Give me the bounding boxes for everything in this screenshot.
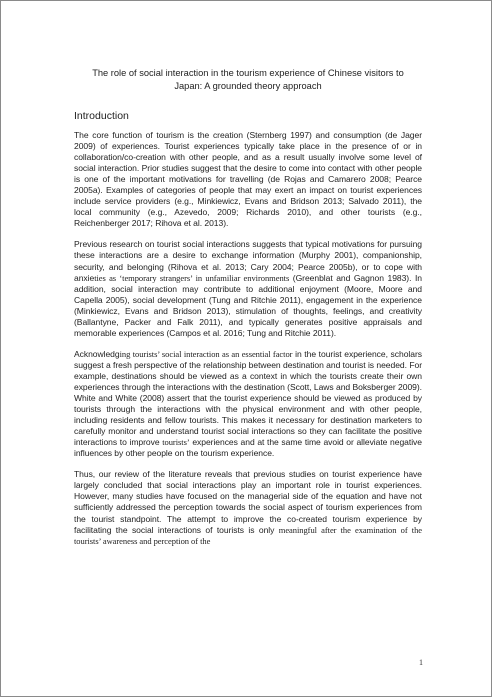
paragraph-text: Previous research on tourist social interactions suggests that typical motivations for pursuing these interactions are a desire to exchange information (Murphy 2001), companionship, security, and belonging (Rihova et al. 2013; Cary 2004; Pearce 2005b), or to cope with anxie (74, 239, 422, 283)
paragraph-text-serif: meaningful after the examination of the tourists’ awareness and perception of the (74, 524, 422, 546)
paragraph-text: Thus, our review of the literature reveals that previous studies on tourist experience have largely concluded that social interactions play an important role in tourist experiences. However, many studies have focused on the managerial side of the equation and have not sufficiently addressed the perception towards the social aspect of tourism experiences from the tourist standpoint. The attempt to improve the co-created tourism experience by facilitating the social interactions of tourists is only (74, 469, 422, 535)
paragraph-text-serif: ing tourists’ social interaction as an essential factor (119, 348, 293, 359)
paragraph-1 (74, 130, 422, 229)
page-number: 1 (419, 658, 423, 667)
paragraph-4 (74, 469, 422, 546)
page-content (74, 67, 422, 557)
paragraph-text: experiences and at the same time avoid or alleviate negative influences by other people on the tourism experience. (74, 437, 422, 459)
paragraph-text: in the tourist experience, scholars suggest a fresh perspective of the relationship between destination and tourist is needed. For example, destinations should be viewed as a context in which the tourists create their own experiences through the interactions with the destination (Scott, Laws and Boksberger 2009). White and White (2008) assert that the tourist experience should be viewed as produced by tourists through the interactions with the physical environment and with other people, including residents and fellow tourists. This makes it necessary for destination marketers to carefully monitor and understand tourist social interactions so they can facilitate the positive interactions to improve (74, 348, 422, 448)
paragraph-text-serif: tourists’ (162, 437, 190, 448)
paragraph-text: (Greenblat and Gagnon 1983). In addition, social interaction may contribute to additional enjoyment (Moore, Moore and Capella 2005), social development (Tung and Ritchie 2011), engagement in the experience (Minkiewicz, Evans and Bridson 2013), stimulation of thoughts, feelings, and creativity (Ballantyne, Packer and Falk 2011), and typically generates positive appraisals and memorable experiences (Campos et al. 2016; Tung and Ritchie 2011). (74, 272, 422, 338)
paragraph-text-serif: ties as ‘temporary strangers’ in unfamiliar environments (94, 272, 290, 283)
paragraph-3 (74, 349, 422, 459)
paper-title: The role of social interaction in the tourism experience of Chinese visitors to Japan: A grounded theory approach (92, 68, 404, 91)
paragraph-text: The core function of tourism is the creation (Sternberg 1997) and consumption (de Jager 2009) of experiences. Tourist experiences typically take place in the presence of or in collaboration/co-creation with other people, and as a result usually involve some level of social interaction. Prior studies suggest that the desire to come into contact with other people is one of the important motivations for travelling (de Rojas and Camarero 2008; Pearce 2005a). Examples of categories of people that may exert an impact on tourist experiences include service providers (e.g., Minkiewicz, Evans and Bridson 2013; Salvado 2011), the local community (e.g., Azevedo, 2009; Richards 2010), and other tourists (e.g., Reichenberger 2017; Rihova et al. 2013). (74, 130, 422, 229)
paragraph-text: Acknowledg (74, 348, 120, 359)
paragraph-2 (74, 239, 422, 338)
section-heading-introduction: Introduction (74, 110, 129, 122)
